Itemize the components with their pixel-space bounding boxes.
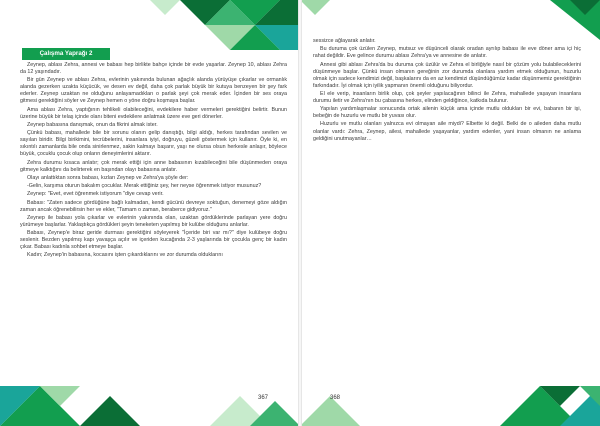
- left-page-text: [20, 62, 287, 261]
- book-spine: [298, 0, 302, 426]
- worksheet-title: Çalışma Yaprağı 2: [22, 48, 110, 60]
- paragraph: Zehra durumu kısaca anlatır; çok merak ettiği için anne babasının kızabileceğini bile düşünmeden oraya gitmeye kalktığını da belirterek en başından olayı babasına anlatır.: [20, 159, 287, 173]
- paragraph: Zeynep ile babası yola çıkarlar ve evlerinin yakınında olan, uzaktan gördüklerinde parlayan yere doğru yürümeye başlarlar. Yaklaştıkça gördükleri şeyin teneketen yapılmış bir kulübe olduğunu anlarlar.: [20, 214, 287, 228]
- paragraph: Ama ablası Zehra, yaptığının tehlikeli olabileceğini, evdekilere haber vermeleri gerektiğini belirtir. Bunun üzerine büyük bir telaş içinde olanı biteni evdekilere anlatmak üzere eve geri dönerler.: [20, 106, 287, 120]
- paragraph: Zeynep babasına danışmak, onun da fikrini almak ister.: [27, 121, 158, 128]
- paragraph: Kadın; Zeynep'in babasına, kocasını işten çıkardıklarını ve zor durumda olduklarını: [27, 252, 223, 259]
- bottom-geometric-decoration-right: [300, 376, 600, 426]
- paragraph: Olayı anlattıktan sonra babası, kızları Zeynep ve Zehra'ya şöyle der:: [27, 174, 189, 181]
- right-page-number: 368: [330, 395, 341, 401]
- left-page-number: 367: [258, 395, 269, 401]
- paragraph: sessizce ağlayarak anlatır.: [313, 38, 376, 44]
- paragraph: Huzurlu ve mutlu olanları yalnızca evi olmayan aile miydi? Elbette ki değil. Belki de o aileden daha mutlu olanlar vardı: Zehra, Zeynep, ailesi, mahallede yaşayanlar, yardım edenler, yani insan olmanın ne anlama geldiğini unutmayanlar…: [313, 121, 581, 142]
- paragraph: El ele verip, insanların birlik olup, çok şeyler yapılacağının bilinci ile Zehra, mahallede yaşayan insanlara durumu iletir ve Zehra'nın bu çabasına herkes, elinden geldiğince, katkıda bulunur.: [313, 90, 581, 104]
- paragraph: Annesi gibi ablası Zehra'da bu duruma çok üzülür ve Zehra el birliğiyle nasıl bir çözüm yolu bulabileceklerini düşünmeye başlar. Çünkü insan olmanın gereğinin zor durumda olanlara yardım etmek olduğunun, huzurlu olmak için sadece kendimizi değil, başkalarını da en az kendimizi düşündüğümüz kadar düşünmemiz gerektiğinin farkındadır. İyi olmak için iyilik yapmanın önemli olduğunu biliyordur.: [313, 61, 581, 89]
- paragraph: Zeynep: "Evet, evet öğrenmek istiyorum "diye cevap verir.: [27, 191, 164, 198]
- bottom-geometric-decoration-left: [0, 386, 300, 426]
- paragraph: -Gelin, karşıma oturun bakalım çocuklar. Merak ettiğiniz şey, her neyse öğrenmek istiyor musunuz?: [27, 183, 262, 190]
- right-page-text: [313, 38, 581, 144]
- paragraph: Yapılan yardımlaşmalar sonucunda ortak ailenin küçük ama içinde mutlu oldukları bir evi, babanın bir işi, bebeğin de huzurlu ve mutlu bir yuvası olur.: [313, 106, 581, 120]
- paragraph: Babası, Zeynep'e biraz geride durması gerektiğini söyleyerek "İçeride biri var mı?" diye kulübeye doğru seslenir. Bezden yapılmış kapı yavaşça açılır ve içeriden kucağında 2-3 yaşlarında bir çocukla genç bir kadın çıkar. Babası kadınla sohbet etmeye başlar.: [20, 230, 287, 251]
- paragraph: Çünkü babası, mahallede bile bir sorunu olanın gelip danıştığı, bilgi aldığı, herkes tarafından sevilen ve sayılan biridir. Bilgi birikimini, tecrübelerini, insanlara iyiyi, doğruyu, güzeli göstermek için kullanır. Öyle ki, en sıkıntılı zamanlarda bile onda sinirlenmez, sakin kalmayı başarır, yaşı ne olursa olsun herkesle anlaşır, böylece büyük, çocuklu çocuk olup onların deneyimlerini aktarır.: [20, 130, 287, 158]
- paragraph: Zeynep, ablası Zehra, annesi ve babası hep birlikte bahçe içinde bir evde yaşarlar. Zeynep 10, ablası Zehra da 12 yaşındadır.: [20, 62, 287, 76]
- paragraph: Bir gün Zeynep ve ablası Zehra, evlerinin yakınında bulunan ağaçlık alanda yürüyüşe çıkarlar ve ormanlık alanda gezerken uzakta küçücük, ve desen ev değil, daha çok parlak büyük bir kutuya benzeyen bir şey fark ederler. Zeynep uzaktan ne olduğunu anlayamadıkları o parlak şeyi çok merak eder. İçinden bir ses oraya gitmesi gerektiğini söyler ve Zeynep hemen o yöne doğru koşmaya başlar.: [20, 77, 287, 105]
- paragraph: Bu duruma çok üzülen Zeynep, mutsuz ve düşünceli olarak oradan ayrılıp babası ile eve döner ama içi hiç rahat değildir. Eve gelince durumu ablası Zehra'ya ve annesine de anlatır.: [313, 46, 581, 60]
- paragraph: Babası: "Zaten sadece gördüğüne bağlı kalmadan, kendi gücünü devreye soktuğun, denemeyi göze aldığın zaman ancak öğrenebilirsin her ve ekler, "Tamam o zaman, beraberce gidiyoruz.": [20, 199, 287, 213]
